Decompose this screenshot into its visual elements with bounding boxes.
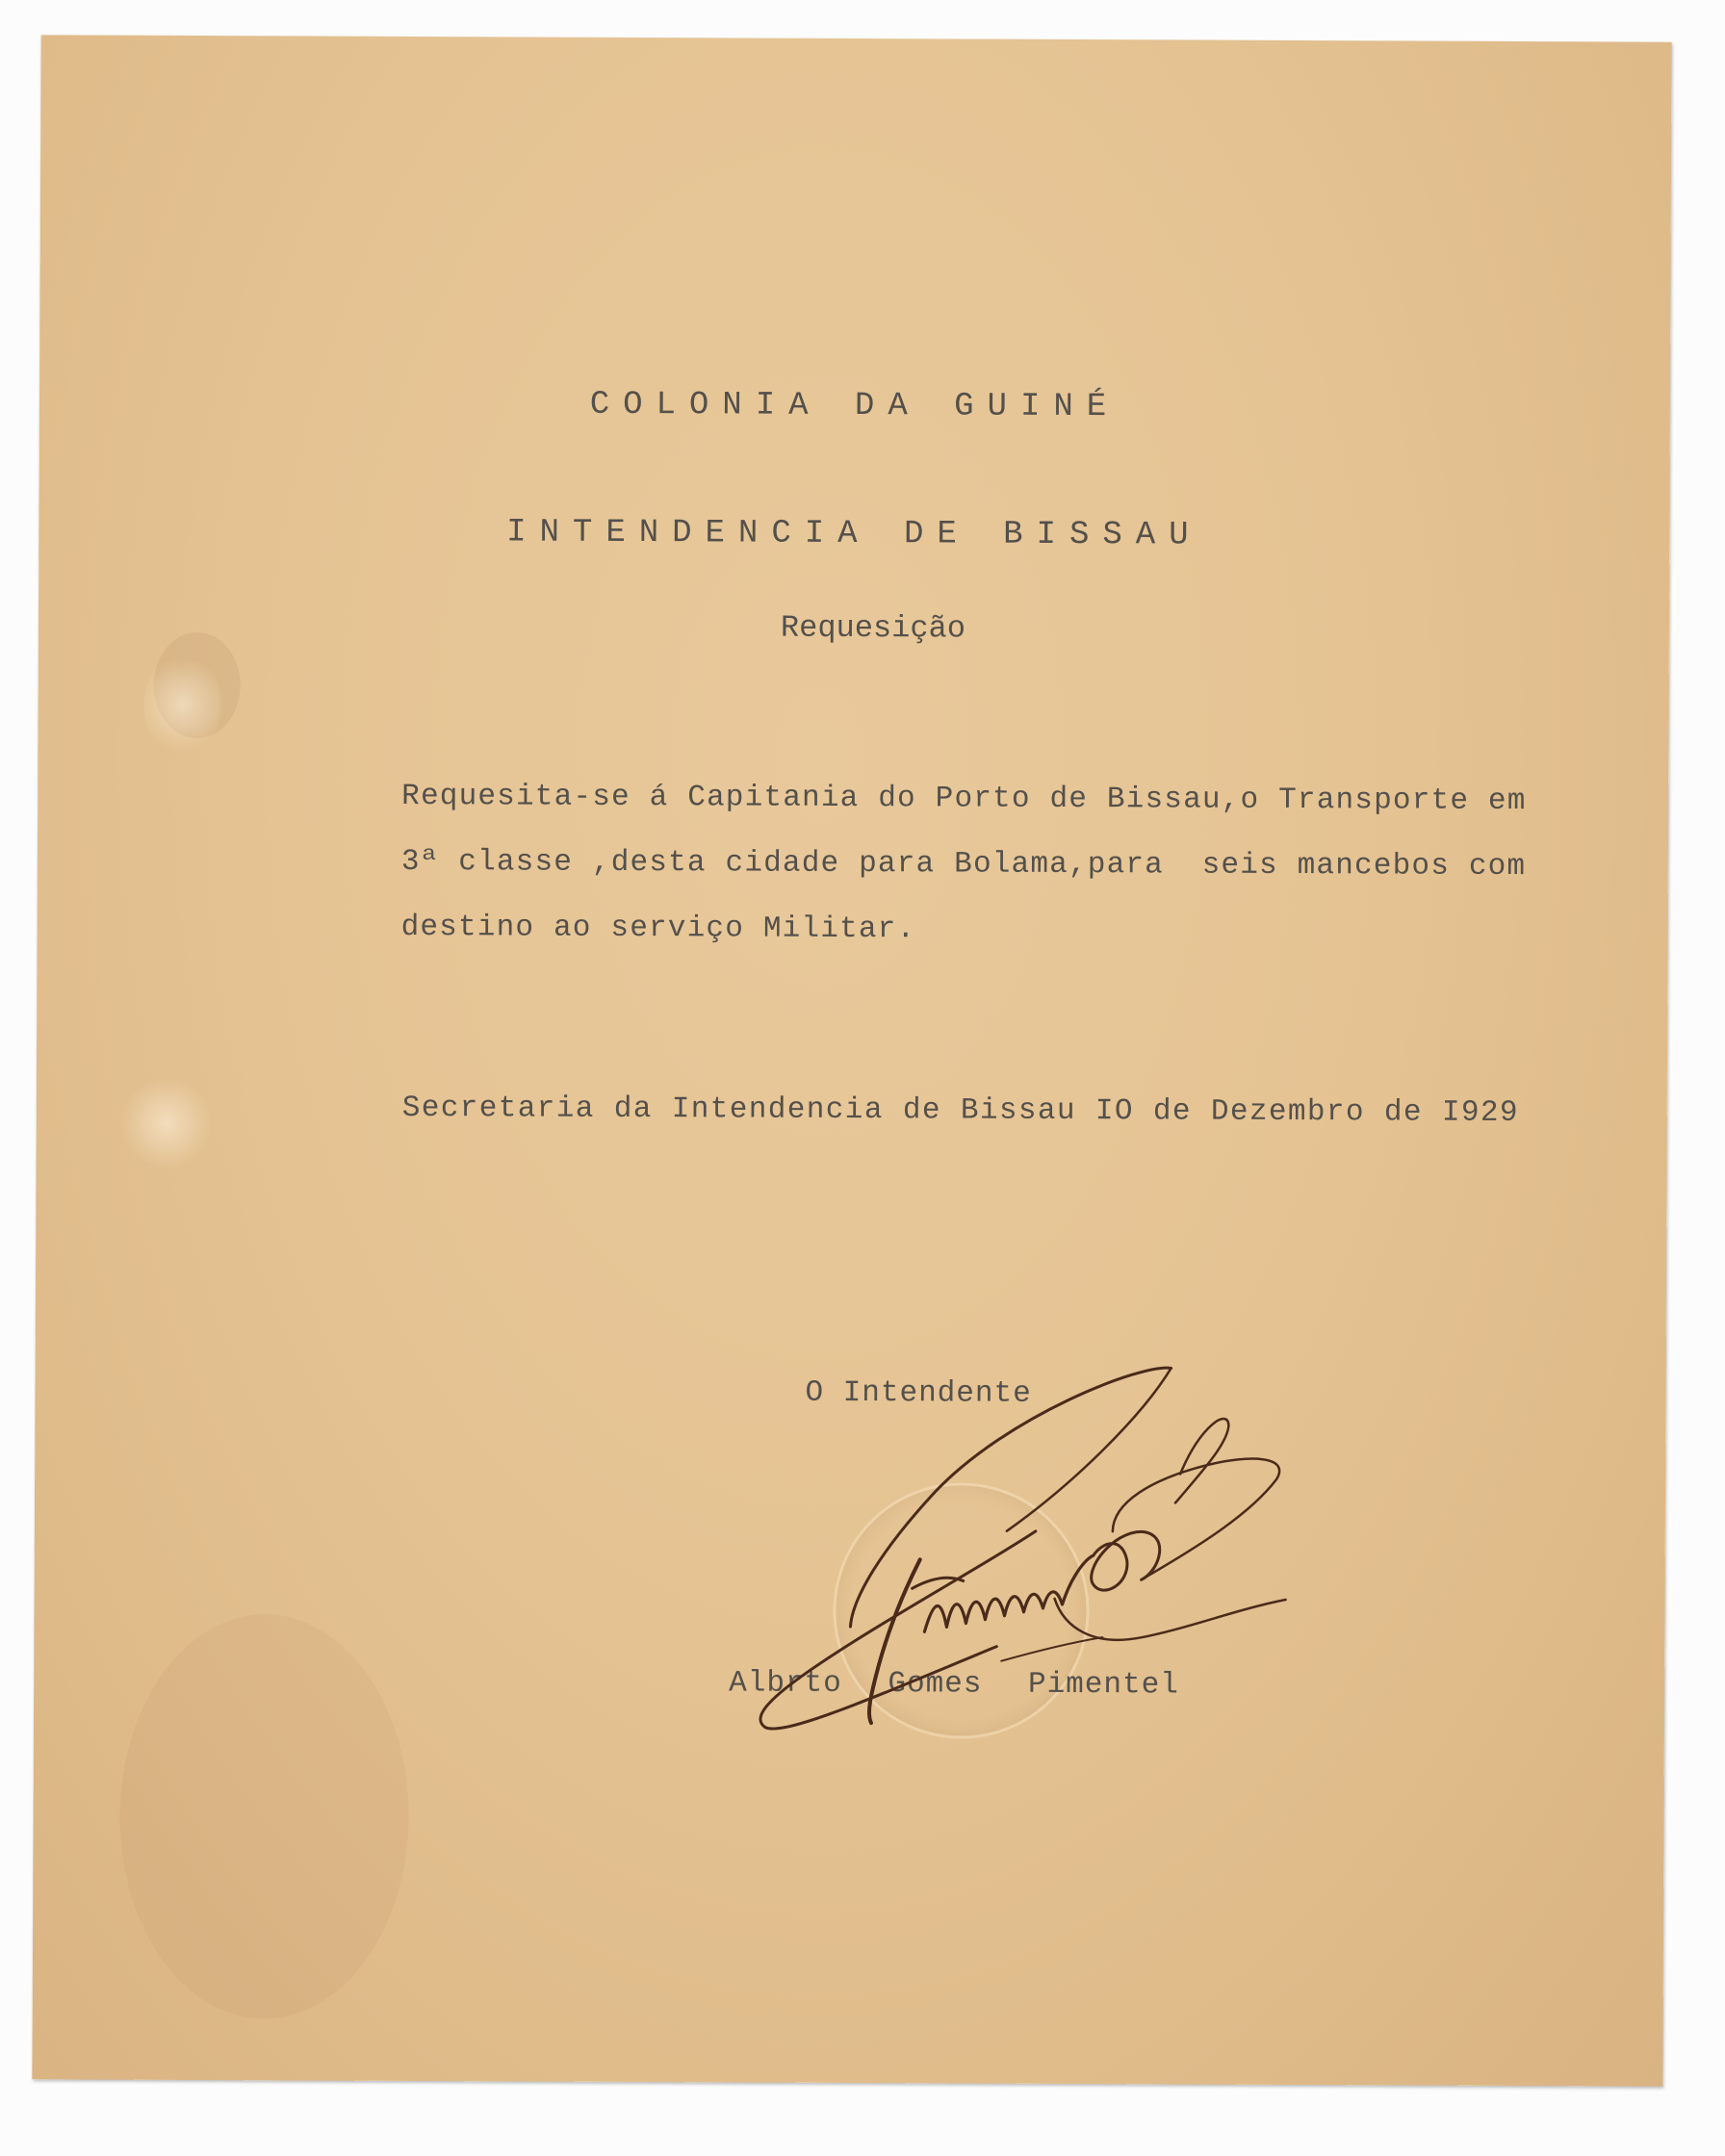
body-line: Requesita-se á Capitania do Porto de Bissau,o Transporte em [401,779,1527,819]
handwritten-signature-icon [688,1308,1383,1754]
signatory-name: Albrto Gomes Pimentel [729,1666,1179,1703]
body-line: destino ao serviço Militar. [400,910,916,947]
document-sheet [32,35,1671,2086]
document-subtitle: Requesição [780,609,966,647]
paper-stain [119,1614,410,2019]
body-line: 3ª classe ,desta cidade para Bolama,para seis mancebos com [400,844,1527,885]
signatory-role: O Intendente [805,1375,1032,1411]
emboss-mark [143,652,220,757]
date-line: Secretaria da Intendencia de Bissau IO de Dezembro de I929 [401,1091,1520,1131]
emboss-mark [118,1080,215,1167]
colony-heading: COLONIA DA GUINÉ [589,386,1120,426]
office-heading: INTENDENCIA DE BISSAU [506,514,1202,554]
